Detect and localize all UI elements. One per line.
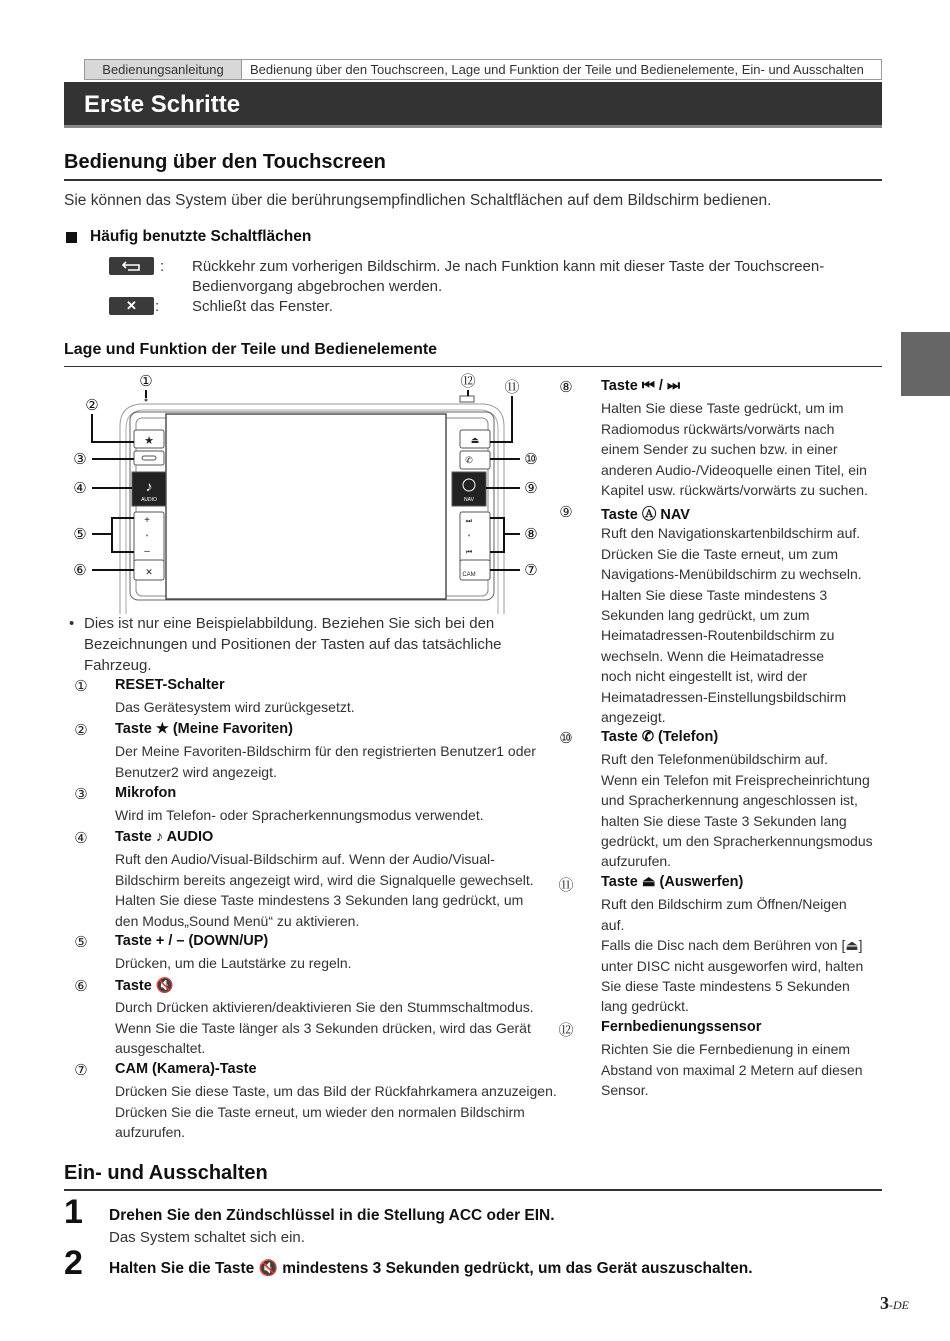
- back-button-icon: [109, 257, 154, 275]
- callout-1: ①: [139, 373, 153, 390]
- step-1-title: Drehen Sie den Zündschlüssel in die Stellung ACC oder EIN.: [109, 1207, 555, 1224]
- chapter-header: [64, 82, 882, 128]
- callout-6: ⑥: [73, 562, 87, 579]
- square-bullet-icon: [66, 232, 77, 243]
- item-description-line: Falls die Disc nach dem Berühren von [⏏]: [601, 937, 863, 954]
- callout-9: ⑨: [524, 480, 538, 497]
- callout-11: ⑪: [504, 379, 520, 396]
- item-description-line: Halten Sie diese Taste mindestens 3: [601, 586, 828, 603]
- item-description-line: Heimatadressen-Einstellungsbildschirm: [601, 688, 847, 705]
- item-title: Taste ★ (Meine Favoriten): [115, 721, 293, 737]
- svg-text:✆: ✆: [465, 455, 473, 465]
- item-description-line: Abstand von maximal 2 Metern auf diesen: [601, 1061, 863, 1078]
- item-description-line: Halten Sie diese Taste gedrückt, um im: [601, 400, 844, 417]
- note-line-3: Fahrzeug.: [84, 657, 152, 674]
- item-description-line: den Modus„Sound Menü“ zu aktivieren.: [115, 912, 360, 929]
- audio-label: AUDIO: [141, 497, 157, 503]
- close-button-icon: ✕: [109, 297, 154, 315]
- item-title: Taste ⏏ (Auswerfen): [601, 874, 744, 890]
- item-title: CAM (Kamera)-Taste: [115, 1061, 257, 1077]
- item-title: Taste ✆ (Telefon): [601, 729, 719, 745]
- item-description-line: halten Sie diese Taste 3 Sekunden lang: [601, 812, 847, 829]
- item-description-line: wechseln. Wenn die Heimatadresse: [601, 647, 825, 664]
- item-description-line: aufzurufen.: [115, 1124, 186, 1141]
- item-description-line: Drücken Sie die Taste erneut, um zum: [601, 545, 839, 562]
- item-number: ⑩: [559, 730, 573, 747]
- item-description-line: Sekunden lang gedrückt, um zum: [601, 607, 810, 623]
- subheading-common-buttons: Häufig benutzte Schaltflächen: [90, 228, 312, 245]
- back-colon: :: [160, 258, 165, 275]
- page-language-suffix: -DE: [889, 1298, 909, 1312]
- item-number: ⑫: [558, 1022, 574, 1039]
- item-number: ④: [74, 830, 88, 847]
- item-description-line: Sensor.: [601, 1082, 649, 1099]
- close-description: Schließt das Fenster.: [192, 298, 333, 315]
- item-description-line: Radiomodus rückwärts/vorwärts nach: [601, 420, 835, 437]
- chapter-side-tab: [901, 332, 950, 396]
- back-description-2: Bedienvorgang abgebrochen werden.: [192, 278, 443, 295]
- section-heading-power: Ein- und Ausschalten: [64, 1162, 268, 1184]
- callout-10: ⑩: [524, 451, 538, 468]
- item-number: ⑨: [559, 504, 573, 521]
- item-description-line: Kapitel usw. rückwärts/vorwärts zu suchen.: [601, 482, 868, 498]
- item-description-line: noch nicht eingestellt ist, wird der: [601, 668, 808, 685]
- svg-text:⏮: ⏮: [465, 549, 473, 556]
- item-description-line: Richten Sie die Fernbedienung in einem: [601, 1041, 851, 1058]
- item-title: Taste 🔇: [115, 978, 174, 994]
- item-description-line: Der Meine Favoriten-Bildschirm für den registrierten Benutzer1 oder: [115, 743, 536, 760]
- section-heading-parts: Lage und Funktion der Teile und Bedienelemente: [64, 341, 438, 358]
- item-title: Taste Ⓐ NAV: [601, 507, 690, 523]
- svg-text:⏭: ⏭: [465, 518, 473, 525]
- item-description-line: Heimatadressen-Routenbildschirm zu: [601, 627, 835, 644]
- svg-text:✕: ✕: [145, 567, 153, 577]
- item-description-line: Wenn Sie die Taste länger als 3 Sekunden drücken, wird das Gerät: [115, 1019, 531, 1036]
- item-description-line: Drücken Sie diese Taste, um das Bild der Rückfahrkamera anzuzeigen.: [115, 1083, 557, 1100]
- item-description-line: Halten Sie diese Taste mindestens 3 Sekunden lang gedrückt, um: [115, 892, 524, 909]
- step-1-text: Das System schaltet sich ein.: [109, 1229, 305, 1246]
- svg-text:•: •: [467, 531, 471, 540]
- item-number: ⑦: [74, 1062, 88, 1079]
- item-number: ⑥: [74, 978, 88, 995]
- item-title: Mikrofon: [115, 785, 177, 801]
- page-number-value: 3: [880, 1293, 889, 1313]
- note-line-2: Bezeichnungen und Positionen der Tasten auf das tatsächliche: [84, 636, 502, 653]
- item-description-line: Wird im Telefon- oder Spracherkennungsmodus verwendet.: [115, 807, 484, 824]
- svg-text:♪: ♪: [145, 478, 153, 494]
- breadcrumb: [84, 59, 882, 80]
- callout-5: ⑤: [73, 526, 87, 543]
- item-number: ⑧: [559, 379, 573, 396]
- callout-4: ④: [73, 480, 87, 497]
- callout-2: ②: [85, 397, 99, 414]
- item-description-line: Ruft den Navigationskartenbildschirm auf.: [601, 525, 861, 542]
- back-description-1: Rückkehr zum vorherigen Bildschirm. Je nach Funktion kann mit dieser Taste der Touchscreen-: [192, 258, 825, 275]
- section-heading-touch: Bedienung über den Touchscreen: [64, 151, 386, 173]
- item-description-line: Ruft den Audio/Visual-Bildschirm auf. Wenn der Audio/Visual-: [115, 851, 495, 868]
- item-description-line: aufzurufen.: [601, 853, 672, 870]
- step-2-number: 2: [64, 1244, 83, 1282]
- callout-7: ⑦: [524, 562, 538, 579]
- item-description-line: Wenn ein Telefon mit Freisprecheinrichtung: [601, 771, 870, 788]
- svg-text:⏏: ⏏: [470, 435, 480, 445]
- item-description-line: Bildschirm bereits angezeigt wird, wird die Signalquelle gewechselt.: [115, 871, 534, 888]
- item-description-line: und Spracherkennung angeschlossen ist,: [601, 792, 858, 809]
- item-title: Taste + / – (DOWN/UP): [115, 933, 269, 949]
- item-description-line: unter DISC nicht ausgeworfen wird, halten: [601, 957, 864, 974]
- breadcrumb-section: Bedienungsanleitung: [84, 59, 242, 80]
- item-description-line: Benutzer2 wird angezeigt.: [115, 763, 277, 780]
- step-2-title: Halten Sie die Taste 🔇 mindestens 3 Sekunden gedrückt, um das Gerät auszuschalten.: [109, 1260, 753, 1277]
- section-rule: [64, 179, 882, 181]
- chapter-title: Erste Schritte: [84, 91, 241, 118]
- step-1-number: 1: [64, 1193, 83, 1231]
- svg-text:★: ★: [144, 435, 154, 447]
- page-number: [880, 1293, 909, 1314]
- svg-text:+: +: [144, 515, 150, 526]
- item-description-line: Drücken, um die Lautstärke zu regeln.: [115, 955, 352, 972]
- item-description-line: lang gedrückt.: [601, 998, 689, 1015]
- close-colon: :: [155, 298, 160, 315]
- callout-12: ⑫: [460, 373, 476, 390]
- item-description-line: auf.: [601, 916, 625, 933]
- note-line-1: Dies ist nur eine Beispielabbildung. Beziehen Sie sich bei den: [84, 615, 495, 632]
- callout-3: ③: [73, 451, 87, 468]
- item-number: ⑤: [74, 934, 88, 951]
- device-diagram: [64, 366, 550, 614]
- touch-intro: Sie können das System über die berührungsempfindlichen Schaltflächen auf dem Bildschirm bedienen.: [64, 192, 772, 209]
- item-number: ②: [74, 722, 88, 739]
- cam-label: CAM: [462, 572, 476, 578]
- item-description-line: Das Gerätesystem wird zurückgesetzt.: [115, 699, 355, 716]
- item-description-line: Ruft den Bildschirm zum Öffnen/Neigen: [601, 896, 847, 913]
- item-description-line: Ruft den Telefonmenübildschirm auf.: [601, 751, 828, 768]
- item-title: Taste ♪ AUDIO: [115, 829, 214, 845]
- item-title: Fernbedienungssensor: [601, 1019, 762, 1035]
- item-description-line: ausgeschaltet.: [115, 1040, 206, 1057]
- item-description-line: gedrückt, um den Spracherkennungsmodus: [601, 833, 873, 849]
- item-title: Taste ⏮ / ⏭: [601, 378, 681, 394]
- bullet-dot: •: [69, 615, 75, 632]
- item-description-line: einem Sender zu suchen bzw. in einer: [601, 441, 838, 458]
- item-number: ①: [74, 678, 88, 695]
- section-rule: [64, 1189, 882, 1191]
- breadcrumb-path: Bedienung über den Touchscreen, Lage und Funktion der Teile und Bedienelemente, Ein- und Ausschalten: [242, 59, 882, 80]
- callout-8: ⑧: [524, 526, 538, 543]
- item-description-line: anderen Audio-/Videoquelle einen Titel, ein: [601, 461, 867, 478]
- item-description-line: angezeigt.: [601, 709, 666, 725]
- item-number: ⑪: [558, 877, 574, 894]
- item-description-line: Drücken Sie die Taste erneut, um wieder den normalen Bildschirm: [115, 1103, 525, 1120]
- item-number: ③: [74, 786, 88, 803]
- item-description-line: Sie diese Taste mindestens 5 Sekunden: [601, 978, 850, 994]
- item-title: RESET-Schalter: [115, 677, 225, 693]
- svg-text:•: •: [145, 531, 149, 540]
- nav-label: NAV: [464, 497, 474, 503]
- svg-text:–: –: [144, 546, 150, 557]
- item-description-line: Navigations-Menübildschirm zu wechseln.: [601, 566, 862, 583]
- item-description-line: Durch Drücken aktivieren/deaktivieren Sie den Stummschaltmodus.: [115, 999, 534, 1016]
